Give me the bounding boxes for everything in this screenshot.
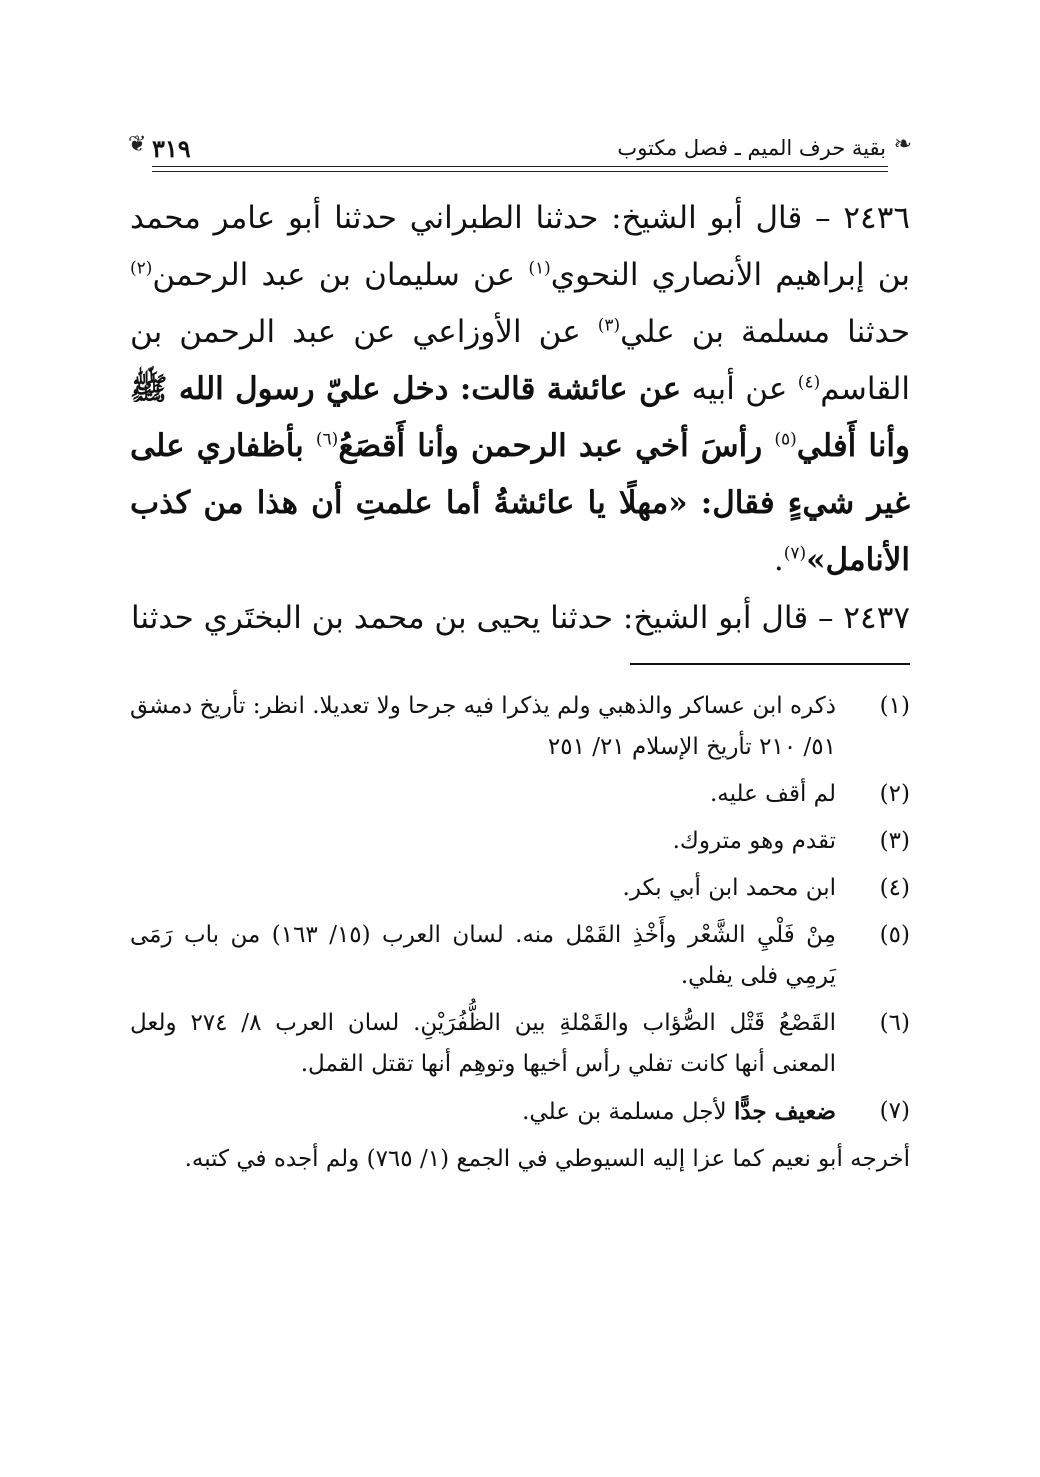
ornament-right-icon: ❧ — [893, 132, 912, 157]
footnote — [130, 868, 910, 909]
hadith-text: عن أبيه — [681, 371, 798, 407]
footnote-number: (٧) — [879, 1098, 910, 1124]
hadith-2436 — [130, 190, 910, 589]
footnotes — [130, 686, 910, 1180]
footnote-ref: (٥) — [774, 429, 797, 450]
hadith-text: – قال أبو الشيخ: حدثنا يحيى بن محمد بن البختَري حدثنا — [130, 600, 844, 636]
hadith-text: حدثنا مسلمة بن علي — [620, 314, 910, 350]
footnote-text: لم أقف عليه. — [709, 781, 836, 807]
hadith-number: ٢٤٣٦ — [843, 200, 910, 236]
footnote-number: (٢) — [879, 781, 910, 807]
footnote — [130, 774, 910, 815]
footnote — [130, 1003, 910, 1085]
footnote-ref: (١) — [528, 258, 551, 279]
hadith-matn: بأظفاري على غير شيءٍ فقال: «مهلًا يا عائشةُ أما علمتِ أن هذا من كذب الأنامل» — [130, 428, 910, 578]
footnote-text: القَصْعُ قَتْل الصُّؤاب والقَمْلةِ بين الظُّفُرَيْنِ. لسان العرب ٨/ ٢٧٤ ولعل المعنى أنها كانت تفلي رأس أخيها وتوهِم أنها تقتل القمل. — [130, 1010, 836, 1077]
hadith-matn: عن عائشة قالت: دخل عليّ رسول الله ﷺ وأنا أَفلي — [130, 371, 911, 464]
footnote-ref: (٧) — [783, 543, 807, 564]
header-rule — [152, 166, 888, 172]
footnote-number: (٦) — [879, 1010, 910, 1036]
ornament-left-icon: ❦ — [128, 132, 147, 157]
footnote-number: (١) — [879, 693, 910, 719]
footnote — [130, 1091, 910, 1133]
hadith-matn: رأسَ أخي عبد الرحمن وأنا أَقصَعُ — [338, 428, 775, 464]
hadith-text: عن سليمان بن عبد الرحمن — [152, 257, 529, 293]
footnote-number: (٥) — [879, 922, 910, 948]
takhrij-note: أخرجه أبو نعيم كما عزا إليه السيوطي في الجمع (١/ ٧٦٥) ولم أجده في كتبه. — [184, 1146, 910, 1172]
hadith-2437 — [130, 590, 910, 647]
footnote-number: (٤) — [879, 875, 910, 901]
footnote — [130, 915, 910, 997]
page-number: ٣١٩ — [152, 134, 191, 163]
footnote-ref: (٤) — [797, 372, 821, 393]
footnote — [130, 686, 910, 768]
footnote-text: لأجل مسلمة بن علي. — [522, 1099, 734, 1125]
footnote-text: ذكره ابن عساكر والذهبي ولم يذكرا فيه جرحا ولا تعديلا. انظر: تأريخ دمشق ٥١/ ٢١٠ تأريخ الإسلام ٢١/ ٢٥١ — [130, 693, 836, 760]
page-header — [128, 128, 912, 170]
hadith-text: عن الأوزاعي عن عبد الرحمن بن القاسم — [130, 314, 911, 407]
running-title: بقية حرف الميم ـ فصل مكتوب — [617, 136, 886, 160]
footnote-text: تقدم وهو متروك. — [672, 828, 836, 854]
footnote-text: ابن محمد ابن أبي بكر. — [622, 875, 836, 901]
footnote-ref: (٢) — [130, 258, 153, 279]
footnote — [130, 821, 910, 862]
hadith-end: . — [773, 542, 784, 578]
footnote-ref: (٣) — [597, 315, 621, 336]
hadith-text: – قال أبو الشيخ: حدثنا الطبراني حدثنا أبو عامر محمد بن إبراهيم الأنصاري النحوي — [130, 200, 910, 293]
footnote-number: (٣) — [879, 828, 910, 854]
footnote-divider — [630, 663, 910, 665]
hadith-number: ٢٤٣٧ — [843, 600, 910, 636]
footnote-text: مِنْ فَلْيِ الشَّعْر وأَخْذِ القَمْل منه. لسان العرب (١٥/ ١٦٣) من باب رَمَى يَرمِي فلى يفلي. — [130, 922, 836, 989]
footnote-ref: (٦) — [315, 429, 339, 450]
footnote-grading: ضعيف جدًّا — [733, 1098, 836, 1125]
